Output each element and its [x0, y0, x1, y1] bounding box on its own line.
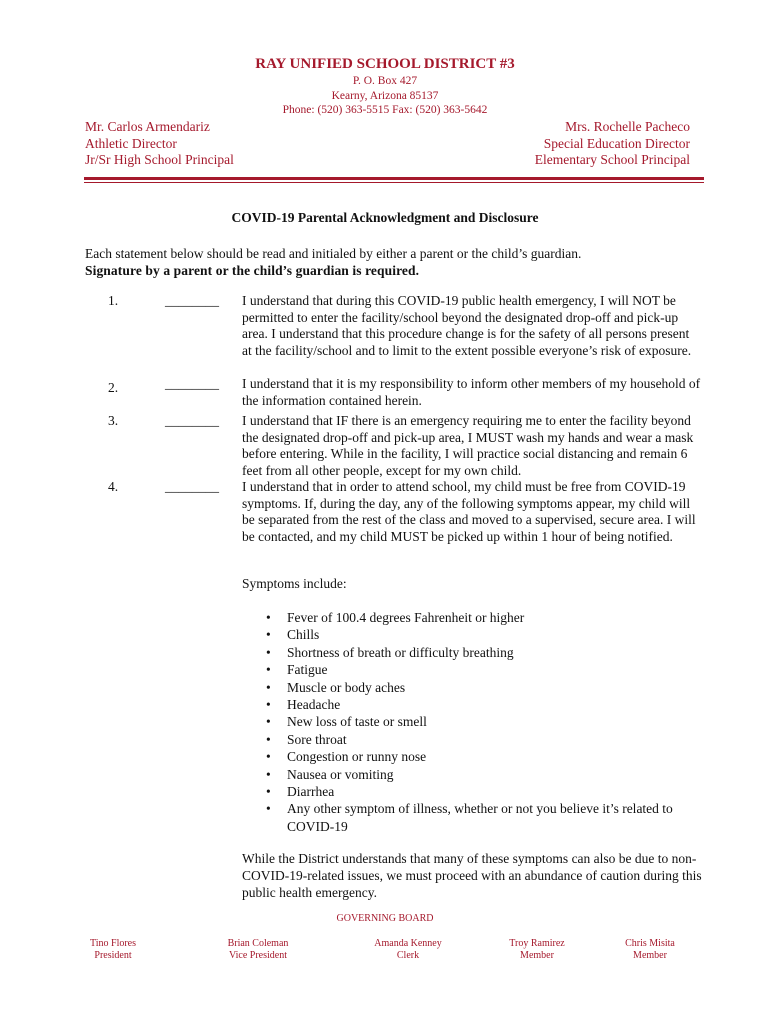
statement-number: 3.	[108, 413, 119, 428]
symptom-item: • Headache	[266, 697, 341, 713]
bullet-icon: •	[266, 801, 271, 817]
symptom-item: • Fatigue	[266, 662, 328, 678]
bullet-icon: •	[266, 610, 271, 625]
statement-text: I understand that it is my responsibility to inform other members of my household of the information contained herein.	[242, 376, 701, 408]
board-member	[53, 938, 173, 962]
symptom-item: • New loss of taste or smell	[266, 714, 427, 730]
board-member	[348, 938, 468, 962]
header-rule-thin	[84, 182, 704, 183]
statement-number: 4.	[108, 479, 119, 494]
initial-blank[interactable]: ________	[165, 479, 219, 494]
statement-text: I understand that in order to attend school, my child must be free from COVID-19 symptoms. If, during the day, any of the following symptoms appear, my child will be separated from the rest of the class and moved to a supervised, secure area. I will be contacted, and my child MUST be picked up within 1 hour of being notified.	[242, 479, 696, 544]
symptom-item: • Shortness of breath or difficulty breathing	[266, 644, 514, 660]
board-member-name: Amanda Kenney	[374, 938, 442, 949]
board-member	[477, 938, 597, 962]
board-member-name: Tino Flores	[89, 938, 137, 949]
signature-requirement: Signature by a parent or the child’s guardian is required.	[85, 263, 420, 278]
board-member-role: President	[94, 950, 132, 961]
board-member-role: Vice President	[229, 950, 287, 961]
board-member-name: Troy Ramirez	[509, 938, 565, 949]
left-contact-title: Athletic Director	[85, 135, 177, 151]
board-member-name: Chris Misita	[625, 938, 675, 949]
bullet-icon: •	[266, 697, 271, 713]
bullet-icon: •	[266, 731, 271, 747]
right-contact-title: Special Education Director	[543, 135, 690, 151]
right-contact-name: Mrs. Rochelle Pacheco	[565, 119, 690, 134]
closing-paragraph: While the District understands that many of these symptoms can also be due to non-COVID-19-related issues, we must proceed with an abundance of caution during this public health emergency.	[242, 851, 702, 900]
statement-number: 2.	[108, 380, 119, 395]
symptom-item: • Sore throat	[266, 731, 347, 747]
bullet-icon: •	[266, 679, 271, 695]
board-member-role: Member	[520, 950, 554, 961]
bullet-icon: •	[266, 644, 271, 660]
initial-blank[interactable]: ________	[165, 293, 219, 308]
board-member-role: Member	[633, 950, 667, 961]
bullet-icon: •	[266, 784, 271, 800]
left-contact-name: Mr. Carlos Armendariz	[85, 119, 210, 134]
bullet-icon: •	[266, 749, 271, 765]
symptom-item: • Any other symptom of illness, whether or not you believe it’s related to COVID-19	[266, 801, 673, 834]
board-member	[590, 938, 710, 962]
bullet-icon: •	[266, 627, 271, 643]
board-member-role: Clerk	[396, 950, 420, 961]
symptoms-list	[242, 609, 702, 835]
city-address: Kearny, Arizona 85137	[331, 90, 439, 102]
governing-board-title: GOVERNING BOARD	[336, 913, 434, 924]
po-box: P. O. Box 427	[352, 75, 418, 87]
bullet-icon: •	[266, 714, 271, 730]
phone-fax: Phone: (520) 363-5515 Fax: (520) 363-5642	[282, 104, 488, 116]
symptoms-heading: Symptoms include:	[242, 576, 347, 591]
left-contact	[85, 119, 234, 169]
bullet-icon: •	[266, 766, 271, 782]
symptom-item: • Congestion or runny nose	[266, 749, 427, 765]
left-contact-title-2: Jr/Sr High School Principal	[85, 152, 234, 167]
symptom-item: • Diarrhea	[266, 784, 335, 800]
district-title: RAY UNIFIED SCHOOL DISTRICT #3	[255, 56, 515, 72]
right-contact	[535, 119, 690, 169]
statement-number: 1.	[108, 293, 119, 308]
bullet-icon: •	[266, 662, 271, 678]
statement-text: I understand that during this COVID-19 public health emergency, I will NOT be permitted to enter the facility/school beyond the designated drop-off and pick-up area. I understand that this procedure change is for the safety of all persons present at the facility/school and to limit to the extent possible everyone’s risk of exposure.	[242, 293, 692, 358]
header-rule-thick	[84, 177, 704, 180]
initial-blank[interactable]: ________	[165, 376, 219, 391]
intro-block	[85, 245, 705, 279]
symptom-item: • Nausea or vomiting	[266, 766, 394, 782]
symptom-item: • Chills	[266, 627, 320, 643]
board-member-name: Brian Coleman	[227, 938, 289, 949]
document-title: COVID-19 Parental Acknowledgment and Disclosure	[231, 210, 539, 225]
initial-blank[interactable]: ________	[165, 413, 219, 428]
statement-text: I understand that IF there is an emergency requiring me to enter the facility beyond the designated drop-off and pick-up area, I MUST wash my hands and wear a mask before entering. While in the facility, I will practice social distancing and remain 6 feet from all other people, except for my own child.	[242, 413, 694, 478]
intro-text: Each statement below should be read and initialed by either a parent or the child’s guardian.	[85, 246, 582, 261]
right-contact-title-2: Elementary School Principal	[534, 152, 690, 167]
symptom-item: • Fever of 100.4 degrees Fahrenheit or higher	[266, 610, 525, 625]
board-member	[198, 938, 318, 962]
symptom-item: • Muscle or body aches	[266, 679, 406, 695]
